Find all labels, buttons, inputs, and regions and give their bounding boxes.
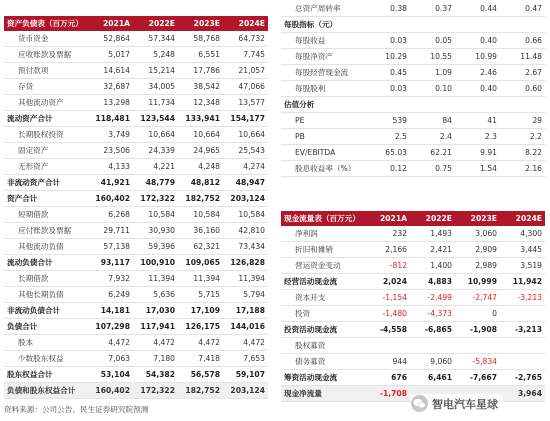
cell-value: 17,109 — [178, 303, 223, 319]
cell-value — [500, 338, 545, 354]
cell-value — [410, 97, 455, 113]
cell-value: 10,584 — [223, 207, 268, 223]
table-row — [281, 113, 545, 129]
table-row — [4, 111, 268, 127]
row-label: PE — [281, 113, 365, 129]
row-label: 流动负债合计 — [4, 255, 88, 271]
cell-value: 117,941 — [133, 319, 178, 335]
cell-value: 0.03 — [365, 81, 410, 97]
cell-value: 59,396 — [133, 239, 178, 255]
table-row — [4, 319, 268, 335]
cell-value: 14,614 — [88, 63, 133, 79]
cell-value: 0.12 — [365, 161, 410, 177]
header-year: 2023E — [455, 211, 500, 226]
cell-value: 144,016 — [223, 319, 268, 335]
table-row — [281, 354, 545, 370]
table-row — [281, 1, 545, 17]
cell-value: 58,768 — [178, 31, 223, 47]
row-label: 流动资产合计 — [4, 111, 88, 127]
cell-value: 5,017 — [88, 47, 133, 63]
cell-value: 7,180 — [133, 351, 178, 367]
row-label: 少数股东权益 — [4, 351, 88, 367]
cell-value: 13,577 — [223, 95, 268, 111]
cell-value: 160,402 — [88, 191, 133, 207]
cash-flow-header-row — [281, 211, 545, 226]
cell-value: 57,138 — [88, 239, 133, 255]
cell-value: 4,133 — [88, 159, 133, 175]
row-label: 其他流动资产 — [4, 95, 88, 111]
cell-value: 0.03 — [365, 33, 410, 49]
cell-value: -4,373 — [410, 306, 455, 322]
cell-value: 17,188 — [223, 303, 268, 319]
table-row — [4, 223, 268, 239]
cell-value: 2,989 — [455, 258, 500, 274]
cell-value — [455, 338, 500, 354]
row-label: 投资活动现金流 — [281, 322, 365, 338]
cell-value: 53,104 — [88, 367, 133, 383]
cell-value: 4,883 — [410, 274, 455, 290]
cell-value: 11,394 — [223, 271, 268, 287]
table-row — [281, 49, 545, 65]
cell-value — [365, 97, 410, 113]
cell-value: 539 — [365, 113, 410, 129]
cell-value: -4,558 — [365, 322, 410, 338]
row-label: 非流动负债合计 — [4, 303, 88, 319]
row-label: 股东权益合计 — [4, 367, 88, 383]
row-label: 折旧和摊销 — [281, 242, 365, 258]
cell-value: 1.54 — [455, 161, 500, 177]
header-title: 资产负债表（百万元） — [4, 16, 88, 31]
cell-value: 7,418 — [178, 351, 223, 367]
header-title: 现金流量表（百万元） — [281, 211, 365, 226]
cell-value: 10,584 — [178, 207, 223, 223]
row-label: 估值分析 — [281, 97, 365, 113]
cell-value: 62.21 — [410, 145, 455, 161]
ratios-body — [281, 1, 545, 177]
cell-value: 2.4 — [410, 129, 455, 145]
cell-value: 100,910 — [133, 255, 178, 271]
row-label: 经营活动现金流 — [281, 274, 365, 290]
cell-value: 52,864 — [88, 31, 133, 47]
row-label: 无形资产 — [4, 159, 88, 175]
cell-value: 4,472 — [178, 335, 223, 351]
cell-value: 2.3 — [455, 129, 500, 145]
cell-value: 62,321 — [178, 239, 223, 255]
cell-value: 0.60 — [500, 81, 545, 97]
cell-value: 0 — [455, 306, 500, 322]
cell-value — [455, 97, 500, 113]
cell-value: 6,268 — [88, 207, 133, 223]
cell-value: 30,930 — [133, 223, 178, 239]
cell-value: 2.46 — [455, 65, 500, 81]
cell-value: 2,909 — [455, 242, 500, 258]
cell-value: -2,765 — [500, 370, 545, 386]
cell-value: 232 — [365, 226, 410, 242]
cell-value: 172,322 — [133, 191, 178, 207]
cell-value: 5,715 — [178, 287, 223, 303]
row-label: 净利润 — [281, 226, 365, 242]
cell-value: 42,810 — [223, 223, 268, 239]
cell-value: 2,421 — [410, 242, 455, 258]
cell-value: 36,160 — [178, 223, 223, 239]
table-row — [281, 242, 545, 258]
cell-value: 48,779 — [133, 175, 178, 191]
cell-value: 14,181 — [88, 303, 133, 319]
cell-value: 4,472 — [223, 335, 268, 351]
row-label: 负债和股东权益合计 — [4, 383, 88, 399]
cell-value: 56,578 — [178, 367, 223, 383]
cell-value: 1,400 — [410, 258, 455, 274]
cell-value: 10.55 — [410, 49, 455, 65]
cell-value: 0.45 — [365, 65, 410, 81]
table-row — [4, 191, 268, 207]
cell-value: 59,107 — [223, 367, 268, 383]
cell-value: 3,964 — [500, 386, 545, 402]
watermark-text: 智电汽车星球 — [432, 397, 498, 411]
cell-value: -1,708 — [365, 386, 410, 402]
cell-value: 84 — [410, 113, 455, 129]
cell-value: 24,339 — [133, 143, 178, 159]
cell-value: 5,636 — [133, 287, 178, 303]
cell-value: 172,322 — [133, 383, 178, 399]
table-row — [281, 65, 545, 81]
cell-value: 4,274 — [223, 159, 268, 175]
balance-sheet-table — [4, 16, 268, 399]
cell-value: 0.05 — [410, 33, 455, 49]
row-label: 资本开支 — [281, 290, 365, 306]
cell-value: 7,653 — [223, 351, 268, 367]
cell-value: 9,060 — [410, 354, 455, 370]
row-label: 资产合计 — [4, 191, 88, 207]
row-label: EV/EBITDA — [281, 145, 365, 161]
header-year: 2021A — [365, 211, 410, 226]
cell-value: 10.99 — [455, 49, 500, 65]
cell-value: -7,667 — [455, 370, 500, 386]
cell-value: 29 — [500, 113, 545, 129]
cell-value: 25,543 — [223, 143, 268, 159]
cell-value: 2,166 — [365, 242, 410, 258]
table-row — [4, 287, 268, 303]
row-label: 应付账款及票据 — [4, 223, 88, 239]
header-year: 2024E — [223, 16, 268, 31]
row-label: 应收账款及票据 — [4, 47, 88, 63]
cell-value: 4,221 — [133, 159, 178, 175]
cell-value: 118,481 — [88, 111, 133, 127]
cell-value: 10,584 — [133, 207, 178, 223]
cell-value: 676 — [365, 370, 410, 386]
cell-value — [455, 17, 500, 33]
cell-value: 203,124 — [223, 191, 268, 207]
table-row — [4, 175, 268, 191]
cell-value: 109,065 — [178, 255, 223, 271]
cell-value: 10.29 — [365, 49, 410, 65]
cell-value: 9.91 — [455, 145, 500, 161]
row-label: 筹资活动现金流 — [281, 370, 365, 386]
cell-value: 126,175 — [178, 319, 223, 335]
table-row — [4, 143, 268, 159]
table-row — [281, 290, 545, 306]
cell-value: 182,752 — [178, 191, 223, 207]
row-label: 每股收益 — [281, 33, 365, 49]
wechat-icon — [411, 395, 428, 412]
table-row — [4, 207, 268, 223]
row-label: 债务募资 — [281, 354, 365, 370]
cell-value: 48,947 — [223, 175, 268, 191]
cell-value: -2,747 — [455, 290, 500, 306]
row-label: 存货 — [4, 79, 88, 95]
row-label: 股本 — [4, 335, 88, 351]
table-row — [281, 97, 545, 113]
header-year: 2021A — [88, 16, 133, 31]
ratios-table — [281, 1, 545, 177]
row-label: 负债合计 — [4, 319, 88, 335]
cell-value: 3,445 — [500, 242, 545, 258]
cell-value: 107,298 — [88, 319, 133, 335]
row-label: 每股净资产 — [281, 49, 365, 65]
cell-value: 65.03 — [365, 145, 410, 161]
cell-value: 0.44 — [455, 1, 500, 17]
cell-value: 7,063 — [88, 351, 133, 367]
cell-value: -5,834 — [455, 354, 500, 370]
row-label: 固定资产 — [4, 143, 88, 159]
cell-value: 0.75 — [410, 161, 455, 177]
cell-value: 8.22 — [500, 145, 545, 161]
cell-value: 73,434 — [223, 239, 268, 255]
cell-value: 41,921 — [88, 175, 133, 191]
row-label: 货币资金 — [4, 31, 88, 47]
cell-value: 6,249 — [88, 287, 133, 303]
table-row — [281, 322, 545, 338]
cell-value: 2.2 — [500, 129, 545, 145]
row-label: PB — [281, 129, 365, 145]
cell-value: 2.67 — [500, 65, 545, 81]
cell-value: 57,344 — [133, 31, 178, 47]
cell-value: 0.47 — [500, 1, 545, 17]
cell-value: 10,664 — [223, 127, 268, 143]
cell-value — [500, 306, 545, 322]
cell-value: 4,472 — [133, 335, 178, 351]
table-row — [281, 258, 545, 274]
table-row — [4, 271, 268, 287]
cell-value: 154,177 — [223, 111, 268, 127]
cell-value: 4,472 — [88, 335, 133, 351]
row-label: 其他长期负债 — [4, 287, 88, 303]
cell-value: 15,214 — [133, 63, 178, 79]
cell-value: 0.37 — [410, 1, 455, 17]
cell-value: 203,124 — [223, 383, 268, 399]
cell-value: -1,154 — [365, 290, 410, 306]
row-label: 营运资金变动 — [281, 258, 365, 274]
row-label: 现金净流量 — [281, 386, 365, 402]
row-label: 每股股利 — [281, 81, 365, 97]
row-label: 长期股权投资 — [4, 127, 88, 143]
cell-value: 4,248 — [178, 159, 223, 175]
cell-value: -812 — [365, 258, 410, 274]
row-label: 短期借款 — [4, 207, 88, 223]
table-row — [4, 79, 268, 95]
cell-value: 24,965 — [178, 143, 223, 159]
table-row — [281, 33, 545, 49]
row-label: 股息收益率（%） — [281, 161, 365, 177]
cell-value: 2.16 — [500, 161, 545, 177]
cell-value: 11,394 — [178, 271, 223, 287]
table-row — [281, 226, 545, 242]
table-row — [281, 274, 545, 290]
row-label: 股权募资 — [281, 338, 365, 354]
cell-value: 3,060 — [455, 226, 500, 242]
cell-value: 54,382 — [133, 367, 178, 383]
cell-value: 11,394 — [133, 271, 178, 287]
table-row — [4, 383, 268, 399]
cell-value: -1,480 — [365, 306, 410, 322]
cell-value: 2.5 — [365, 129, 410, 145]
cell-value: 0.66 — [500, 33, 545, 49]
cell-value: 160,402 — [88, 383, 133, 399]
cell-value: 21,057 — [223, 63, 268, 79]
cell-value: 7,745 — [223, 47, 268, 63]
table-row — [4, 95, 268, 111]
cell-value — [500, 97, 545, 113]
cell-value: 17,786 — [178, 63, 223, 79]
cell-value: 0.40 — [455, 81, 500, 97]
header-year: 2022E — [410, 211, 455, 226]
cell-value: 41 — [455, 113, 500, 129]
cell-value: 0.38 — [365, 1, 410, 17]
cell-value: 6,551 — [178, 47, 223, 63]
balance-sheet-header-row — [4, 16, 268, 31]
cell-value: 32,687 — [88, 79, 133, 95]
cell-value: 133,941 — [178, 111, 223, 127]
cell-value — [365, 338, 410, 354]
row-label: 其他流动负债 — [4, 239, 88, 255]
cell-value: 3,519 — [500, 258, 545, 274]
table-row — [281, 338, 545, 354]
table-row — [4, 351, 268, 367]
table-row — [4, 303, 268, 319]
cell-value — [500, 17, 545, 33]
cell-value: 7,932 — [88, 271, 133, 287]
cell-value: 48,812 — [178, 175, 223, 191]
cell-value: 64,732 — [223, 31, 268, 47]
source-note: 资料来源：公司公告、民生证券研究院预测 — [4, 405, 149, 414]
cell-value: 11,734 — [133, 95, 178, 111]
table-row — [281, 161, 545, 177]
row-label: 长期借款 — [4, 271, 88, 287]
table-row — [4, 367, 268, 383]
cell-value: 126,828 — [223, 255, 268, 271]
cell-value: 3,749 — [88, 127, 133, 143]
table-row — [281, 129, 545, 145]
row-label: 非流动资产合计 — [4, 175, 88, 191]
cell-value: 944 — [365, 354, 410, 370]
cell-value: -3,213 — [500, 290, 545, 306]
row-label: 总资产周转率 — [281, 1, 365, 17]
table-row — [281, 81, 545, 97]
cell-value: 1,493 — [410, 226, 455, 242]
cell-value: 17,030 — [133, 303, 178, 319]
row-label: 每股经营现金流 — [281, 65, 365, 81]
table-row — [4, 127, 268, 143]
cell-value: -1,908 — [455, 322, 500, 338]
cell-value — [500, 354, 545, 370]
cell-value — [410, 338, 455, 354]
cell-value: 11,942 — [500, 274, 545, 290]
cell-value: 0.10 — [410, 81, 455, 97]
table-row — [4, 159, 268, 175]
header-year: 2023E — [178, 16, 223, 31]
table-row — [4, 63, 268, 79]
cell-value: 2,024 — [365, 274, 410, 290]
table-row — [4, 31, 268, 47]
row-label: 预付款项 — [4, 63, 88, 79]
cell-value: 5,794 — [223, 287, 268, 303]
cell-value: 1.09 — [410, 65, 455, 81]
cell-value — [410, 17, 455, 33]
cell-value: 5,248 — [133, 47, 178, 63]
cell-value: 23,506 — [88, 143, 133, 159]
row-label: 每股指标（元） — [281, 17, 365, 33]
table-row — [4, 47, 268, 63]
cell-value: 4,300 — [500, 226, 545, 242]
table-row — [281, 17, 545, 33]
cell-value: 29,711 — [88, 223, 133, 239]
cash-flow-table — [281, 211, 545, 402]
cash-flow-body — [281, 226, 545, 402]
header-year: 2022E — [133, 16, 178, 31]
watermark — [410, 394, 503, 413]
cell-value: 10,664 — [133, 127, 178, 143]
cell-value: 38,542 — [178, 79, 223, 95]
cell-value: 6,461 — [410, 370, 455, 386]
table-row — [4, 239, 268, 255]
table-row — [281, 306, 545, 322]
balance-sheet-body — [4, 31, 268, 399]
cell-value: 123,544 — [133, 111, 178, 127]
cell-value: 13,298 — [88, 95, 133, 111]
table-row — [4, 255, 268, 271]
cell-value: 34,005 — [133, 79, 178, 95]
table-row — [281, 370, 545, 386]
row-label: 投资 — [281, 306, 365, 322]
cell-value — [365, 17, 410, 33]
cell-value: 93,117 — [88, 255, 133, 271]
cell-value: 47,066 — [223, 79, 268, 95]
cell-value: 10,999 — [455, 274, 500, 290]
cell-value: 11.48 — [500, 49, 545, 65]
cell-value: -2,499 — [410, 290, 455, 306]
cell-value: -6,865 — [410, 322, 455, 338]
table-row — [4, 335, 268, 351]
cell-value: 10,664 — [178, 127, 223, 143]
cell-value: 12,348 — [178, 95, 223, 111]
cell-value: 0.40 — [455, 33, 500, 49]
cell-value: -3,213 — [500, 322, 545, 338]
header-year: 2024E — [500, 211, 545, 226]
table-row — [281, 145, 545, 161]
cell-value: 182,752 — [178, 383, 223, 399]
